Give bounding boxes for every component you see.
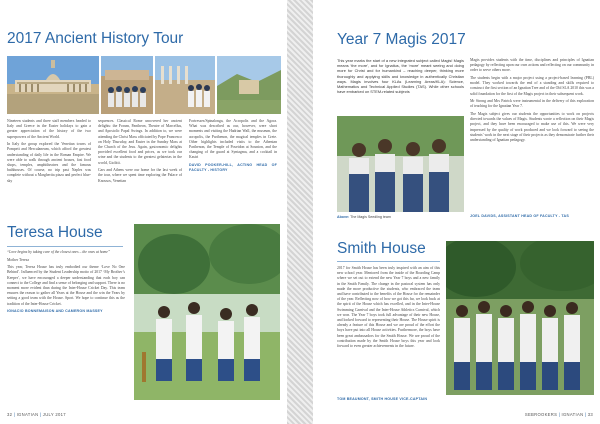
smith-rule	[337, 261, 440, 262]
ancient-col2-p2: Cars and Athens were our home for the last week of the tour, where we spent time exploring the Palace of Knossos, Venetian	[98, 168, 182, 183]
page-gutter	[287, 0, 313, 424]
right-footer-journal: IGNATIAN	[561, 412, 584, 417]
magis-col2-p1: Magis provides students with the time, disciplines and principles of Ignatian pedagogy by reflecting upon our own actions and reflecting on our community in order to serve others more.	[470, 58, 594, 73]
smith-byline: TOM BEAUMONT, SMITH HOUSE VICE-CAPTAIN	[337, 397, 428, 401]
ancient-history-title: 2017 Ancient History Tour	[7, 30, 184, 47]
ancient-col1-p2: In Italy the group explored the Venetian towns of Pompeii and Herculaneum, which afford the greatest understanding of daily life in the Roman Empire. We were able to walk through ancient houses, fast food shops, temples, amphitheatres and the famous bathhouses. Of course, no trip past Naples was complete without a Margherita pizza and perfect blue-sky	[7, 142, 91, 183]
right-footer-sep2: |	[584, 412, 587, 417]
teresa-quote-author: Mother Teresa	[7, 257, 29, 262]
magis-col2-p3: Mr Strong and Mrs Patrick were instrumental in the delivery of this exploration of teaching for the Ignatian Year 7.	[470, 99, 594, 109]
smith-text	[337, 266, 440, 352]
magis-byline: JOEL DAVIDS, ASSISTANT HEAD OF FACULTY - TAS	[470, 214, 569, 218]
teresa-body: This year, Teresa House has truly embodied our theme ‘Love No One Behind’. Influenced by the Student Leadership motto of 2017 ‘My Brother’s Keeper’, we have encouraged a deeper understanding that each boy can connect to the College and find a sense of belonging and support. There is no moment more evident than during the Inter-House Cricket Day. This team ensures the reason to gather all Years at the House and the win the Years by setting a good team with the House. Sport. We hope to continue this as the tradition of the Inter-House Cricket.	[7, 265, 125, 306]
magis-col2-p2: The students begin with a major project using a project-based learning (PBL) model. They worked towards the end of a standing and skills required to construct the first section of an Ignatian Tree and of the Old SLA 2010 this was a solid foundation for the first of the Magis project in their subsequent work.	[470, 76, 594, 96]
magis-title: Year 7 Magis 2017	[337, 31, 466, 48]
ancient-text-col3	[189, 119, 277, 175]
ancient-col3-p1: Fortresses/Spinalonga, the Acropolis and the Agora. What was described as our, however, were short moments and visiting the Hadrian Wall, the museum, the acropolis, the Parthenon, the magical temples in Crete. Other highlights included visits to the Athenian Parthenon, the Temple of Poseidon at Sounion, and the changing of the guard at Syntagma, and a cocktail in Kastri	[189, 119, 277, 160]
smith-house-title: Smith House	[337, 240, 426, 257]
teresa-text	[7, 250, 125, 316]
right-footer	[525, 412, 593, 417]
group-photo-athens	[155, 56, 215, 114]
magis-intro: This year marks the start of a new integrated subject called Magis! Magis means ‘the more’, and for Ignatius, the ‘more’ meant seeing and doing more for Christ and for humankind – reaching deeper, thinking more thoroughly and applying skills and knowledge in authentically Christian ways. Magis involves four KLAs (Learning Areas/KLA): Science, Mathematics and Technical Applied Studies (TAS). While other schools have embarked on STEM-related subjects	[337, 58, 464, 95]
left-footer-sep1: |	[13, 412, 16, 417]
ancient-byline: DAVID POOKER-HILL, ACTING HEAD OF FACULTY - HISTORY	[189, 163, 277, 172]
teresa-rule	[7, 246, 123, 247]
magis-text-col2	[470, 58, 594, 146]
ancient-text-col2	[98, 119, 182, 186]
left-footer	[7, 412, 66, 417]
teresa-house-title: Teresa House	[7, 224, 103, 241]
group-photo-pompeii	[101, 56, 153, 114]
magis-caption-text: The Magis Seedling team	[350, 215, 391, 219]
ancient-col1-p1: Nineteen students and three staff members headed to Italy and Greece in the Easter holidays to gain a greater appreciation of the history of the two superpowers of the Ancient World.	[7, 119, 91, 139]
scenic-ruins-photo	[217, 56, 281, 114]
teresa-cricket-photo	[134, 224, 280, 400]
magis-col2-p4: The Magis subject gives our students the opportunities to work on projects directed towards the values of Magis. Students wrote a reflection on their Magis project, and they have been encouraged to make use of this. We were very impressed by the quality of work produced and we look forward to seeing the students’ work in the next stage of their projects as they demonstrate further their understanding of Ignatian pedagogy.	[470, 112, 594, 143]
magis-caption	[337, 215, 464, 219]
teresa-quote: “Love begins by taking care of the closest ones – the ones at home”	[7, 250, 111, 254]
rome-vatican-photo	[7, 56, 99, 114]
left-page	[0, 0, 287, 424]
magis-team-photo	[337, 116, 464, 212]
ancient-col2-p1: sequences. Classical Rome uncovered her ancient delights: the Forum, Pantheon, Theatre of Marcellus, and Apostolic Papal Swings. In addition to, we were attending the Christ Mass officiated by Pope Francesco on Holy Thursday, and Easter in the Sunday Mass at the Church of the Jesu. Again, gastronomic delights provided excellent food and prices, as we took our wine and the students to the greatest gelaterias in the world, Giolitti.	[98, 119, 182, 165]
left-page-number: 32	[7, 412, 13, 417]
left-footer-sep2: |	[39, 412, 42, 417]
smith-group-photo	[446, 241, 594, 395]
smith-body: 2017 for Smith House has been truly inspired with an aim of this new school year. Mentored from the inside of the Boarding Camp where we set out to extend the new Year 7 boys and a new family in the Smith Family. The change in the pastoral system has only made the more productive the students, who embraced the team and have contributed to the benefits of the House for the remainder of the year. Reflecting now of how we got this far, we look back at the spirit of the House which has excelled, and in the Inter-House Swimming Carnival and the Inter-House Athletics Carnival, which we won. The Year 7 boys took full advantage of their new House, and looked forward to representing their House. The House spirit is already a feature of this House and we are proud of the effort the boys have put into all House activities. Furthermore, the boys have been great ambassadors for the Smith House. We are proud of the contribution made by the Smith House boys this year and look forward to even greater achievements in the future.	[337, 266, 440, 349]
right-page	[313, 0, 600, 424]
magis-caption-label: Above:	[337, 215, 350, 219]
teresa-byline: IGNACIO BONNEMAISON AND CAMERON MASSEY	[7, 309, 103, 314]
left-footer-date: JULY 2017	[42, 412, 66, 417]
right-footer-sep1: |	[558, 412, 561, 417]
left-footer-section: IGNATIAN	[16, 412, 39, 417]
right-footer-section: SEBROOKERS	[524, 412, 558, 417]
ancient-text-col1	[7, 119, 91, 186]
right-page-number: 33	[587, 412, 593, 417]
